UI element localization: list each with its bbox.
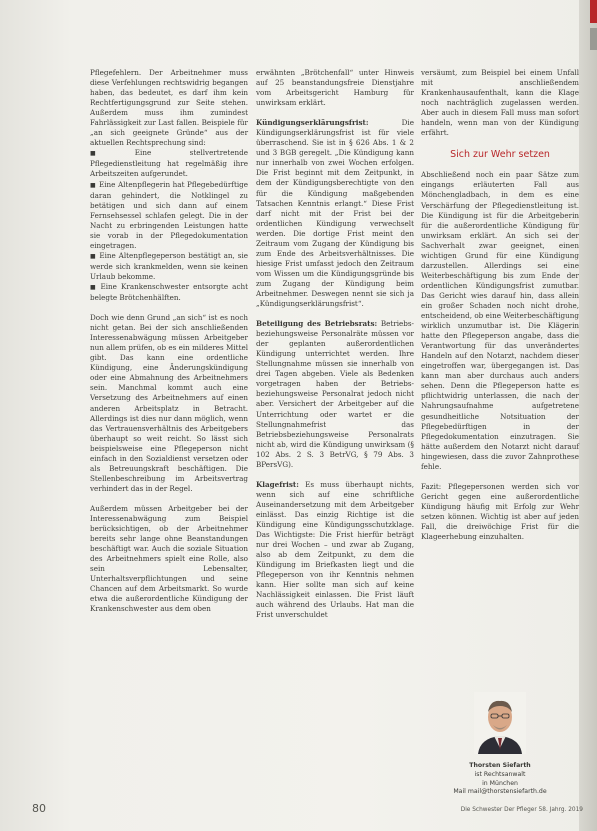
author-email-link[interactable]: mail@thorstensiefarth.de [467,788,547,796]
bullet-item: ■ Eine stellvertretende Pflegedienstleitung hat regelmäßig ihre Arbeitszeiten aufgerundet. [90,148,249,179]
paragraph-lead: Klagefrist: [256,479,299,489]
paragraph: Klagefrist: Es muss überhaupt nichts, wenn sich auf eine schriftliche Auseinandersetzung mit dem Arbeitgeber einlässt. Das einzig Richtige ist die Kündigung eine Kündigungsschutzklage. Das Wichtigste: Die Frist hierfür beträgt nur drei Wochen – und zwar ab Zugang, also ab dem Zeitpunkt, zu dem die Kündigung im Briefkasten liegt und die Pflegeperson von ihr Kenntnis nehmen kann. Hier sollte man sich auf keine Nachlässigkeit einlassen. Die Frist läuft auch während des Urlaubs. Hat man die Frist unverschuldet [256,479,414,620]
paragraph: erwähnten „Brötchenfall“ unter Hinweis auf 25 beanstandungsfreie Dienstjahre vom Arbeitsgericht Hamburg für unwirksam erklärt. [256,68,414,108]
section-tab-gray [590,28,597,50]
paragraph: versäumt, zum Beispiel bei einem Unfall mit anschließendem Krankenhausaufenthalt, kann die Klage noch nachträglich zugelassen werden. Aber auch in diesem Fall muss man sofort handeln, wenn man von der Kündigung erfährt. [421,68,579,138]
author-mail: Mail mail@thorstensiefarth.de [453,788,547,796]
paragraph: Fazit: Pflegepersonen werden sich vor Gericht gegen eine außerordentliche Kündigung häufig mit Erfolg zur Wehr setzen können. Wichtig ist aber auf jeden Fall, die dreiwöchige Frist für die Klageerhebung einzuhalten. [421,481,579,542]
square-bullet-icon: ■ [90,150,132,158]
author-portrait-icon [474,692,526,754]
text-column-2 [256,68,414,620]
paragraph: Doch wie denn Grund „an sich“ ist es noch nicht getan. Bei der sich anschließenden Interessenabwägung müssen Arbeitgeber nun allem prüfen, ob es ein milderes Mittel gibt. Das kann eine ordentliche Kündigung, eine Änderungskündigung oder eine Abmahnung des Arbeitnehmers sein. Manchmal kommt auch eine Versetzung des Arbeitnehmers auf einen anderen Arbeitsplatz in Betracht. Allerdings ist dies nur dann möglich, wenn das Vertrauensverhältnis des Arbeitgebers überhaupt so weit reicht. So lässt sich beispielsweise eine Pflegeperson nicht einfach in den Sozialdienst versetzen oder als Betreuungskraft beschäftigen. Die Stellenbeschreibung im Arbeitsvertrag verhindert das in der Regel. [90,313,249,493]
square-bullet-icon: ■ [90,181,96,189]
bullet-item: ■ Eine Altenpflegeperson bestätigt an, sie werde sich krankmelden, wenn sie keinen Urlaub bekomme. [90,250,249,281]
paragraph: Beteiligung des Betriebsrats: Betriebs- beziehungsweise Personalräte müssen vor der geplanten außerordentlichen Kündigung unterrichtet werden. Ihre Stellungnahme müssen sie innerhalb von drei Tagen abgeben. Viele als Bedenken vorgetragen haben der Betriebs- beziehungsweise Personalrat jedoch nicht aber. Versichert der Arbeitgeber auf die Unterrichtung oder wartet er die Stellungnahmefrist das Betriebsbeziehungsweise Personalrats nicht ab, wird die Kündigung unwirksam (§ 102 Abs. 2 S. 3 BetrVG, § 79 Abs. 3 BPersVG). [256,319,414,469]
author-block [421,692,579,797]
bullet-item: ■ Eine Altenpflegerin hat Pflegebedürftige daran gehindert, die Notklingel zu betätigen und sich dann auf einem Fernsehsessel schlafen gelegt. Die in der Nacht zu erbringenden Leistungen hatte sie vorab in der Pflegedokumentation eingetragen. [90,179,248,250]
text-column-1 [90,68,248,614]
bullet-item: ■ Eine Krankenschwester entsorgte acht belegte Brötchenhälften. [90,281,248,303]
section-tab-red [590,0,597,23]
journal-footer: Die Schwester Der Pfleger 58. Jahrg. 2019 [460,807,583,813]
square-bullet-icon: ■ [90,252,97,260]
page-number: 80 [32,802,46,815]
author-city: in München [482,779,518,787]
author-photo [474,692,526,754]
paragraph: Kündigungserklärungsfrist: Die Kündigungserklärungsfrist ist für viele überraschend. Sie ist in § 626 Abs. 1 & 2 und 3 BGB geregelt. „Die Kündigung kann nur innerhalb von zwei Wochen erfolgen. Die Frist beginnt mit dem Zeitpunkt, in dem der Kündigungsberechtigte von den für die Kündigung maßgebenden Tatsachen Kenntnis erlangt.“ Diese Frist darf nicht mit der Frist bei der ordentlichen Kündigung verwechselt werden. Die dortige Frist meint den Zeitraum vom Zugang der Kündigung bis zum Ende des Arbeitsverhältnisses. Die hiesige Frist umfasst jedoch den Zeitraum vom Wissen um die Kündigungsgründe bis zum Zugang der Kündigung beim Arbeitnehmer. Deswegen nennt sie sich ja „Kündigungserklärungsfrist“. [256,118,414,309]
square-bullet-icon: ■ [90,283,98,291]
paragraph: Pflegefehlern. Der Arbeitnehmer muss diese Verfehlungen rechtswidrig begangen haben, das bedeutet, es darf ihm kein Rechtfertigungsgrund zur Seite stehen. Außerdem muss ihm zumindest Fahrlässigkeit zur Last fallen. Beispiele für „an sich geeignete Gründe“ aus der aktuellen Rechtsprechung sind: [90,68,248,148]
section-heading: Sich zur Wehr setzen [450,149,550,161]
paragraph-lead: Kündigungserklärungsfrist: [256,118,369,128]
author-title: ist Rechtsanwalt [474,770,526,778]
paragraph-lead: Beteiligung des Betriebsrats: [256,319,378,329]
page-edge-strip [579,0,597,831]
author-name: Thorsten Siefarth [469,762,531,769]
text-column-3 [421,68,579,542]
paragraph: Abschließend noch ein paar Sätze zum eingangs erläuterten Fall aus Mönchengladbach, in dem es eine Verschärfung der Pflegedienstleitung ist. Die Kündigung ist für die Arbeitgeberin für die außerordentliche Kündigung für unwirksam erklärt. An sich sei der Sachverhalt zwar geeignet, einen wichtigen Grund für eine Kündigung darzustellen. Allerdings sei eine Weiterbeschäftigung bis zum Ende der ordentlichen Kündigungsfrist zumutbar. Das Gericht wies darauf hin, dass allein ein großer Schaden noch nicht drohe, entscheidend, ob eine Weiterbeschäftigung wirklich unzumutbar ist. Die Klägerin hatte den Pflegeperson angabe, dass die Verantwortung für das unverändertes Handeln auf den Notarzt, nachdem dieser eingetroffen war, übergegangen ist. Das kann man aber durchaus auch anders sehen. Denn die Pflegeperson hatte es pflichtwidrig unterlassen, die nach der Nahrungsaufnahme aufgetretene gesundheitliche Notsituation der Pflegebedürftigen in der Pflegedokumentation einzutragen. Sie hätte außerdem den Notarzt nicht darauf hingewiesen, dass die zuvor Zahnprothese fehle. [421,170,579,471]
paragraph: Außerdem müssen Arbeitgeber bei der Interessenabwägung zum Beispiel berücksichtigen, ob der Arbeitnehmer bereits sehr lange ohne Beanstandungen beschäftigt war. Auch die soziale Situation des Arbeitnehmers spielt eine Rolle, also sein Lebensalter, Unterhaltsverpflichtungen und seine Chancen auf dem Arbeitsmarkt. So wurde etwa die außerordentliche Kündigung der Krankenschwester aus dem oben [90,503,248,614]
